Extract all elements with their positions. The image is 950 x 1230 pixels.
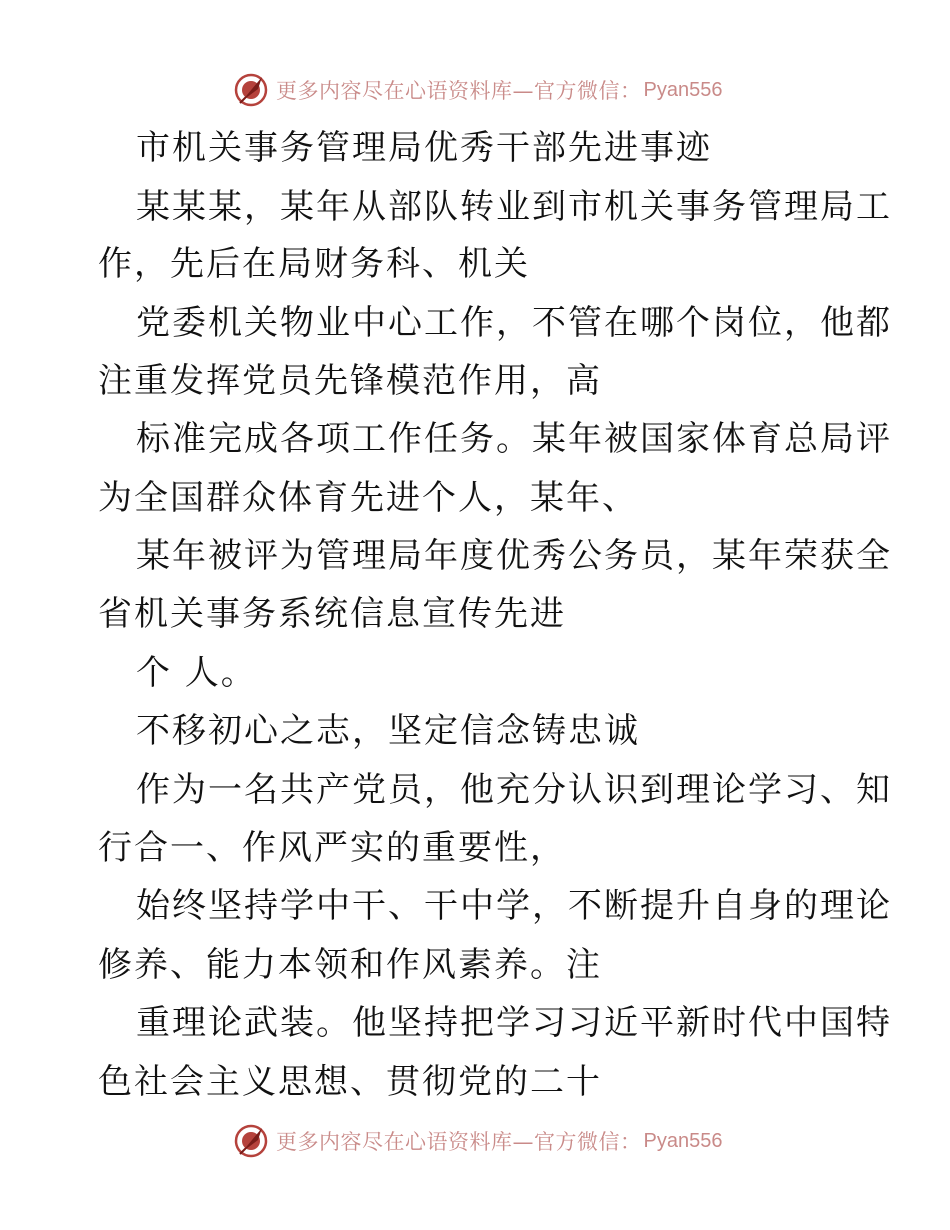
paragraph-line: 某年被评为管理局年度优秀公务员，某年荣获全 <box>136 536 892 576</box>
paragraph-line: 标准完成各项工作任务。某年被国家体育总局评 <box>136 419 892 459</box>
footer-banner <box>232 1121 722 1161</box>
paragraph-line: 始终坚持学中干、干中学，不断提升自身的理论 <box>136 886 892 926</box>
promo-text: 更多内容尽在心语资料库—官方微信： <box>276 79 642 103</box>
wechat-id: Pyan556 <box>643 78 723 101</box>
paragraph-line: 作，先后在局财务科、机关 <box>98 244 530 284</box>
wechat-id: Pyan556 <box>643 1129 723 1152</box>
paragraph-line: 修养、能力本领和作风素养。注 <box>98 945 602 985</box>
paragraph-line: 为全国群众体育先进个人，某年、 <box>98 478 638 518</box>
paragraph-line: 省机关事务系统信息宣传先进 <box>98 594 566 634</box>
paragraph-line: 行合一、作风严实的重要性， <box>98 828 566 868</box>
paragraph-line: 作为一名共产党员，他充分认识到理论学习、知 <box>136 770 892 810</box>
section-heading: 不移初心之志，坚定信念铸忠诚 <box>136 711 640 751</box>
promo-text: 更多内容尽在心语资料库—官方微信： <box>276 1130 642 1154</box>
paragraph-line: 重理论武装。他坚持把学习习近平新时代中国特 <box>136 1003 892 1043</box>
paragraph-line: 色社会主义思想、贯彻党的二十 <box>98 1062 602 1102</box>
paragraph-line: 党委机关物业中心工作，不管在哪个岗位，他都 <box>136 303 892 343</box>
paragraph-line: 个 人。 <box>136 653 257 693</box>
quill-pen-seal-icon <box>232 1122 270 1160</box>
paragraph-line: 注重发挥党员先锋模范作用，高 <box>98 361 602 401</box>
paragraph-line: 某某某，某年从部队转业到市机关事务管理局工 <box>136 187 892 227</box>
quill-pen-seal-icon <box>232 71 270 109</box>
document-title: 市机关事务管理局优秀干部先进事迹 <box>136 128 712 168</box>
header-banner <box>232 70 722 110</box>
